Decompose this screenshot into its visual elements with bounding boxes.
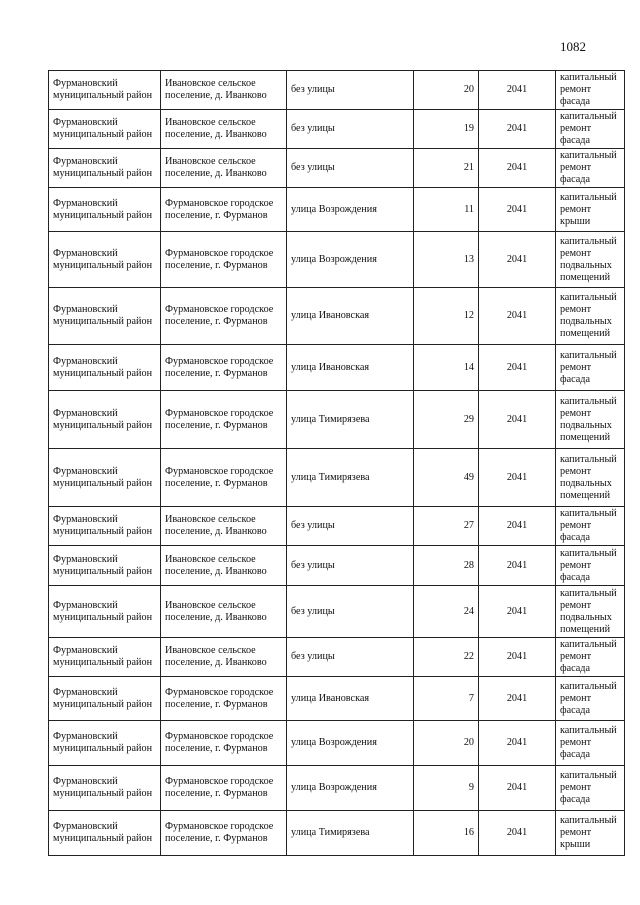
street-cell: без улицы bbox=[287, 110, 414, 149]
settlement-cell: Фурмановское городское поселение, г. Фурманов bbox=[161, 345, 287, 391]
house-number-cell: 9 bbox=[414, 766, 479, 811]
district-cell: Фурмановский муниципальный район bbox=[49, 721, 161, 766]
street-cell: улица Возрождения bbox=[287, 766, 414, 811]
settlement-cell: Ивановское сельское поселение, д. Иванково bbox=[161, 586, 287, 638]
work-type-cell: капитальный ремонт фасада bbox=[556, 71, 625, 110]
settlement-cell: Ивановское сельское поселение, д. Иванково bbox=[161, 149, 287, 188]
house-number-cell: 24 bbox=[414, 586, 479, 638]
table-row bbox=[49, 449, 625, 507]
street-cell: улица Возрождения bbox=[287, 232, 414, 288]
table-row bbox=[49, 288, 625, 345]
settlement-cell: Фурмановское городское поселение, г. Фурманов bbox=[161, 232, 287, 288]
table-row bbox=[49, 110, 625, 149]
settlement-cell: Фурмановское городское поселение, г. Фурманов bbox=[161, 811, 287, 856]
street-cell: улица Тимирязева bbox=[287, 811, 414, 856]
street-cell: улица Возрождения bbox=[287, 188, 414, 232]
street-cell: улица Тимирязева bbox=[287, 391, 414, 449]
district-cell: Фурмановский муниципальный район bbox=[49, 546, 161, 586]
street-cell: улица Ивановская bbox=[287, 288, 414, 345]
street-cell: улица Ивановская bbox=[287, 345, 414, 391]
house-number-cell: 49 bbox=[414, 449, 479, 507]
house-number-cell: 12 bbox=[414, 288, 479, 345]
district-cell: Фурмановский муниципальный район bbox=[49, 677, 161, 721]
street-cell: улица Возрождения bbox=[287, 721, 414, 766]
year-cell: 2041 bbox=[479, 507, 556, 546]
house-number-cell: 27 bbox=[414, 507, 479, 546]
street-cell: без улицы bbox=[287, 71, 414, 110]
settlement-cell: Ивановское сельское поселение, д. Иванково bbox=[161, 71, 287, 110]
district-cell: Фурмановский муниципальный район bbox=[49, 638, 161, 677]
table-row bbox=[49, 149, 625, 188]
settlement-cell: Фурмановское городское поселение, г. Фурманов bbox=[161, 391, 287, 449]
district-cell: Фурмановский муниципальный район bbox=[49, 586, 161, 638]
street-cell: без улицы bbox=[287, 638, 414, 677]
district-cell: Фурмановский муниципальный район bbox=[49, 811, 161, 856]
year-cell: 2041 bbox=[479, 677, 556, 721]
work-type-cell: капитальный ремонт крыши bbox=[556, 188, 625, 232]
house-number-cell: 21 bbox=[414, 149, 479, 188]
year-cell: 2041 bbox=[479, 149, 556, 188]
settlement-cell: Ивановское сельское поселение, д. Иванково bbox=[161, 110, 287, 149]
house-number-cell: 16 bbox=[414, 811, 479, 856]
house-number-cell: 19 bbox=[414, 110, 479, 149]
year-cell: 2041 bbox=[479, 345, 556, 391]
work-type-cell: капитальный ремонт фасада bbox=[556, 721, 625, 766]
work-type-cell: капитальный ремонт крыши bbox=[556, 811, 625, 856]
table-row bbox=[49, 188, 625, 232]
work-type-cell: капитальный ремонт фасада bbox=[556, 638, 625, 677]
house-number-cell: 28 bbox=[414, 546, 479, 586]
work-type-cell: капитальный ремонт фасада bbox=[556, 149, 625, 188]
year-cell: 2041 bbox=[479, 638, 556, 677]
work-type-cell: капитальный ремонт фасада bbox=[556, 546, 625, 586]
year-cell: 2041 bbox=[479, 232, 556, 288]
table-row bbox=[49, 721, 625, 766]
house-number-cell: 22 bbox=[414, 638, 479, 677]
house-number-cell: 13 bbox=[414, 232, 479, 288]
district-cell: Фурмановский муниципальный район bbox=[49, 288, 161, 345]
work-type-cell: капитальный ремонт фасада bbox=[556, 677, 625, 721]
work-type-cell: капитальный ремонт подвальных помещений bbox=[556, 232, 625, 288]
table-row bbox=[49, 391, 625, 449]
street-cell: без улицы bbox=[287, 507, 414, 546]
settlement-cell: Ивановское сельское поселение, д. Иванково bbox=[161, 546, 287, 586]
house-number-cell: 20 bbox=[414, 71, 479, 110]
house-number-cell: 14 bbox=[414, 345, 479, 391]
district-cell: Фурмановский муниципальный район bbox=[49, 391, 161, 449]
district-cell: Фурмановский муниципальный район bbox=[49, 232, 161, 288]
table-row bbox=[49, 766, 625, 811]
table-row bbox=[49, 546, 625, 586]
table-row bbox=[49, 586, 625, 638]
house-number-cell: 20 bbox=[414, 721, 479, 766]
district-cell: Фурмановский муниципальный район bbox=[49, 71, 161, 110]
street-cell: улица Ивановская bbox=[287, 677, 414, 721]
year-cell: 2041 bbox=[479, 71, 556, 110]
settlement-cell: Фурмановское городское поселение, г. Фурманов bbox=[161, 721, 287, 766]
settlement-cell: Фурмановское городское поселение, г. Фурманов bbox=[161, 288, 287, 345]
settlement-cell: Ивановское сельское поселение, д. Иванково bbox=[161, 507, 287, 546]
work-type-cell: капитальный ремонт подвальных помещений bbox=[556, 391, 625, 449]
work-type-cell: капитальный ремонт фасада bbox=[556, 766, 625, 811]
year-cell: 2041 bbox=[479, 391, 556, 449]
year-cell: 2041 bbox=[479, 188, 556, 232]
table-row bbox=[49, 71, 625, 110]
year-cell: 2041 bbox=[479, 811, 556, 856]
house-number-cell: 11 bbox=[414, 188, 479, 232]
street-cell: без улицы bbox=[287, 546, 414, 586]
district-cell: Фурмановский муниципальный район bbox=[49, 766, 161, 811]
year-cell: 2041 bbox=[479, 586, 556, 638]
table-row bbox=[49, 677, 625, 721]
settlement-cell: Фурмановское городское поселение, г. Фурманов bbox=[161, 766, 287, 811]
district-cell: Фурмановский муниципальный район bbox=[49, 507, 161, 546]
street-cell: улица Тимирязева bbox=[287, 449, 414, 507]
district-cell: Фурмановский муниципальный район bbox=[49, 149, 161, 188]
street-cell: без улицы bbox=[287, 149, 414, 188]
work-type-cell: капитальный ремонт подвальных помещений bbox=[556, 288, 625, 345]
repair-schedule-table bbox=[48, 70, 625, 856]
work-type-cell: капитальный ремонт фасада bbox=[556, 345, 625, 391]
page-number: 1082 bbox=[560, 39, 586, 54]
table-row bbox=[49, 811, 625, 856]
district-cell: Фурмановский муниципальный район bbox=[49, 345, 161, 391]
year-cell: 2041 bbox=[479, 546, 556, 586]
settlement-cell: Фурмановское городское поселение, г. Фурманов bbox=[161, 449, 287, 507]
district-cell: Фурмановский муниципальный район bbox=[49, 188, 161, 232]
settlement-cell: Ивановское сельское поселение, д. Иванково bbox=[161, 638, 287, 677]
year-cell: 2041 bbox=[479, 449, 556, 507]
work-type-cell: капитальный ремонт подвальных помещений bbox=[556, 449, 625, 507]
house-number-cell: 29 bbox=[414, 391, 479, 449]
year-cell: 2041 bbox=[479, 110, 556, 149]
table-row bbox=[49, 507, 625, 546]
table-row bbox=[49, 638, 625, 677]
year-cell: 2041 bbox=[479, 288, 556, 345]
year-cell: 2041 bbox=[479, 721, 556, 766]
house-number-cell: 7 bbox=[414, 677, 479, 721]
table-row bbox=[49, 345, 625, 391]
district-cell: Фурмановский муниципальный район bbox=[49, 110, 161, 149]
district-cell: Фурмановский муниципальный район bbox=[49, 449, 161, 507]
work-type-cell: капитальный ремонт фасада bbox=[556, 110, 625, 149]
settlement-cell: Фурмановское городское поселение, г. Фурманов bbox=[161, 677, 287, 721]
year-cell: 2041 bbox=[479, 766, 556, 811]
street-cell: без улицы bbox=[287, 586, 414, 638]
table-row bbox=[49, 232, 625, 288]
work-type-cell: капитальный ремонт фасада bbox=[556, 507, 625, 546]
work-type-cell: капитальный ремонт подвальных помещений bbox=[556, 586, 625, 638]
settlement-cell: Фурмановское городское поселение, г. Фурманов bbox=[161, 188, 287, 232]
